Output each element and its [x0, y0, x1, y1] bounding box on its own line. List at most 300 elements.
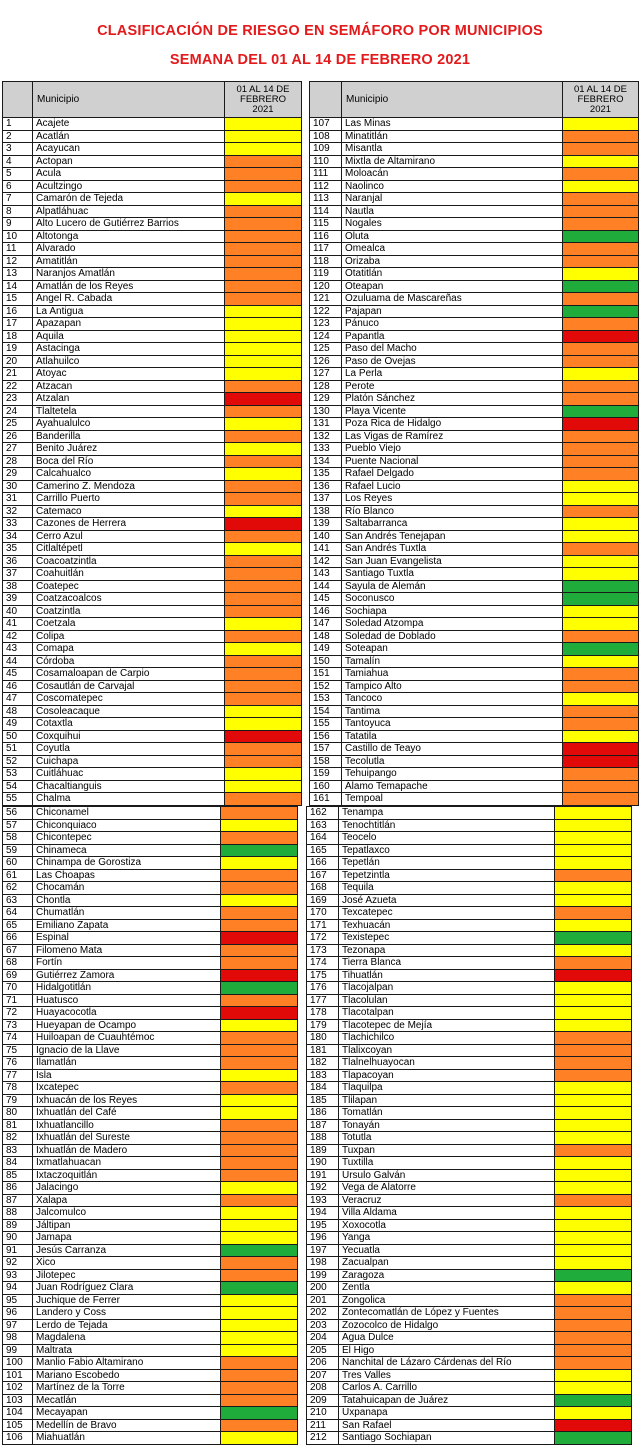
municipio-name: Chiconamel	[33, 807, 221, 820]
row-number: 47	[3, 693, 33, 706]
row-number: 85	[3, 1169, 33, 1182]
risk-level-cell	[225, 405, 302, 418]
risk-level-cell	[225, 430, 302, 443]
municipio-name: Chacaltianguis	[33, 780, 225, 793]
risk-level-cell	[555, 932, 632, 945]
municipio-name: Isla	[33, 1069, 221, 1082]
municipio-name: Cerro Azul	[33, 530, 225, 543]
row-number: 201	[307, 1294, 339, 1307]
table-row	[3, 505, 302, 518]
table-row	[3, 1169, 298, 1182]
row-number: 185	[307, 1094, 339, 1107]
risk-level-cell	[563, 343, 639, 356]
table-row	[3, 1132, 298, 1145]
municipio-name: Castillo de Teayo	[342, 743, 563, 756]
municipio-name: Tlaquilpa	[339, 1082, 555, 1095]
row-number: 94	[3, 1282, 33, 1295]
municipio-name: Ozuluama de Mascareñas	[342, 293, 563, 306]
risk-level-cell	[563, 705, 639, 718]
table-row	[3, 293, 302, 306]
municipio-name: Omealca	[342, 243, 563, 256]
risk-level-cell	[563, 143, 639, 156]
municipio-name: Otatitlán	[342, 268, 563, 281]
row-number: 187	[307, 1119, 339, 1132]
municipio-name: Las Minas	[342, 118, 563, 131]
row-number: 93	[3, 1269, 33, 1282]
table-row	[3, 193, 302, 206]
row-number: 49	[3, 718, 33, 731]
risk-level-cell	[225, 205, 302, 218]
municipio-name: Tlalnelhuayocan	[339, 1057, 555, 1070]
municipio-name: Tatahuicapan de Juárez	[339, 1394, 555, 1407]
risk-level-cell	[555, 1007, 632, 1020]
table-row	[3, 1082, 298, 1095]
table-row	[307, 1194, 632, 1207]
municipio-name: Tancoco	[342, 693, 563, 706]
row-number: 186	[307, 1107, 339, 1120]
row-number: 206	[307, 1357, 339, 1370]
municipio-name: Santiago Sochiapan	[339, 1432, 555, 1445]
risk-level-cell	[555, 1294, 632, 1307]
municipio-name: La Antigua	[33, 305, 225, 318]
municipio-name: Coatzintla	[33, 605, 225, 618]
table-row	[307, 807, 632, 820]
row-number: 88	[3, 1207, 33, 1220]
risk-level-cell	[563, 593, 639, 606]
municipio-name: Cazones de Herrera	[33, 518, 225, 531]
risk-level-cell	[221, 1082, 298, 1095]
row-number: 179	[307, 1019, 339, 1032]
table-row	[3, 932, 298, 945]
table-row	[310, 580, 639, 593]
row-number: 99	[3, 1344, 33, 1357]
risk-level-cell	[221, 1207, 298, 1220]
municipio-name: Jesús Carranza	[33, 1244, 221, 1257]
table-row	[310, 418, 639, 431]
risk-level-cell	[555, 1032, 632, 1045]
row-number: 7	[3, 193, 33, 206]
risk-level-cell	[225, 643, 302, 656]
table-row	[3, 693, 302, 706]
row-number: 141	[310, 543, 342, 556]
header-date-line-2: FEBRERO	[577, 93, 624, 105]
table-row	[3, 969, 298, 982]
table-row	[3, 1144, 298, 1157]
municipio-name: Sochiapa	[342, 605, 563, 618]
risk-level-cell	[225, 668, 302, 681]
row-number: 155	[310, 718, 342, 731]
municipio-name: Acula	[33, 168, 225, 181]
municipio-name: Moloacán	[342, 168, 563, 181]
table-row	[3, 593, 302, 606]
row-number: 202	[307, 1307, 339, 1320]
table-row	[307, 1269, 632, 1282]
risk-level-cell	[221, 1369, 298, 1382]
row-number: 66	[3, 932, 33, 945]
risk-level-cell	[563, 768, 639, 781]
risk-level-cell	[221, 807, 298, 820]
table-row	[310, 518, 639, 531]
table-row	[310, 118, 639, 131]
risk-level-cell	[225, 605, 302, 618]
risk-level-cell	[563, 480, 639, 493]
municipio-name: Tamalín	[342, 655, 563, 668]
row-number: 3	[3, 143, 33, 156]
header-date-line-1: 01 AL 14 DE	[574, 83, 627, 95]
risk-level-cell	[555, 1369, 632, 1382]
municipio-name: Zentla	[339, 1282, 555, 1295]
table-row	[3, 155, 302, 168]
row-number: 81	[3, 1119, 33, 1132]
table-header-row	[3, 82, 302, 118]
row-number: 198	[307, 1257, 339, 1270]
municipio-name: Ixcatepec	[33, 1082, 221, 1095]
risk-level-cell	[563, 443, 639, 456]
table-row	[310, 205, 639, 218]
row-number: 119	[310, 268, 342, 281]
row-number: 24	[3, 405, 33, 418]
table-row	[3, 343, 302, 356]
row-number: 181	[307, 1044, 339, 1057]
risk-level-cell	[555, 1094, 632, 1107]
row-number: 38	[3, 580, 33, 593]
row-number: 61	[3, 869, 33, 882]
row-number: 115	[310, 218, 342, 231]
municipio-name: Lerdo de Tejada	[33, 1319, 221, 1332]
table-row	[3, 807, 298, 820]
municipio-name: Banderilla	[33, 430, 225, 443]
risk-level-cell	[225, 780, 302, 793]
row-number: 96	[3, 1307, 33, 1320]
risk-level-cell	[563, 455, 639, 468]
row-number: 199	[307, 1269, 339, 1282]
municipio-name: Hueyapan de Ocampo	[33, 1019, 221, 1032]
municipio-name: Juan Rodríguez Clara	[33, 1282, 221, 1295]
table-row	[307, 1169, 632, 1182]
risk-level-cell	[225, 255, 302, 268]
risk-level-cell	[555, 807, 632, 820]
municipio-name: Oteapan	[342, 280, 563, 293]
municipio-name: Los Reyes	[342, 493, 563, 506]
row-number: 63	[3, 894, 33, 907]
table-row	[3, 668, 302, 681]
risk-level-cell	[555, 882, 632, 895]
municipio-name: Zacualpan	[339, 1257, 555, 1270]
table-row	[310, 493, 639, 506]
table-row	[3, 1319, 298, 1332]
row-number: 11	[3, 243, 33, 256]
table-row	[310, 755, 639, 768]
header-date-range	[563, 82, 639, 118]
table-row	[310, 730, 639, 743]
table-row	[3, 1019, 298, 1032]
table-row	[307, 819, 632, 832]
row-number: 209	[307, 1394, 339, 1407]
row-number: 54	[3, 780, 33, 793]
municipio-name: Aquila	[33, 330, 225, 343]
municipio-name: Tatatila	[342, 730, 563, 743]
municipio-name: Jilotepec	[33, 1269, 221, 1282]
risk-level-cell	[225, 443, 302, 456]
risk-level-cell	[225, 293, 302, 306]
municipio-name: Álamo Temapache	[342, 780, 563, 793]
municipio-name: Ixhuacán de los Reyes	[33, 1094, 221, 1107]
table-row	[310, 455, 639, 468]
table-row	[310, 430, 639, 443]
risk-level-cell	[563, 405, 639, 418]
row-number: 118	[310, 255, 342, 268]
row-number: 136	[310, 480, 342, 493]
row-number: 160	[310, 780, 342, 793]
municipio-name: Tenochtitlán	[339, 819, 555, 832]
row-number: 72	[3, 1007, 33, 1020]
row-number: 110	[310, 155, 342, 168]
header-date-range	[225, 82, 302, 118]
row-number: 39	[3, 593, 33, 606]
table-row	[307, 932, 632, 945]
risk-level-cell	[555, 1132, 632, 1145]
table-row	[310, 380, 639, 393]
row-number: 6	[3, 180, 33, 193]
municipio-name: San Andrés Tenejapan	[342, 530, 563, 543]
table-row	[3, 832, 298, 845]
table-row	[310, 605, 639, 618]
risk-level-cell	[563, 530, 639, 543]
row-number: 86	[3, 1182, 33, 1195]
row-number: 196	[307, 1232, 339, 1245]
municipio-name: Nogales	[342, 218, 563, 231]
row-number: 167	[307, 869, 339, 882]
risk-level-cell	[225, 455, 302, 468]
risk-level-cell	[225, 130, 302, 143]
row-number: 184	[307, 1082, 339, 1095]
table-row	[307, 994, 632, 1007]
risk-level-cell	[555, 1244, 632, 1257]
risk-level-cell	[221, 1132, 298, 1145]
row-number: 107	[310, 118, 342, 131]
row-number: 161	[310, 793, 342, 806]
row-number: 152	[310, 680, 342, 693]
row-number: 9	[3, 218, 33, 231]
risk-level-cell	[221, 819, 298, 832]
municipio-name: Santiago Tuxtla	[342, 568, 563, 581]
row-number: 36	[3, 555, 33, 568]
risk-level-cell	[555, 1257, 632, 1270]
row-number: 59	[3, 844, 33, 857]
risk-level-cell	[225, 793, 302, 806]
municipio-name: Tantoyuca	[342, 718, 563, 731]
table-row	[3, 1194, 298, 1207]
risk-level-cell	[555, 1219, 632, 1232]
municipio-name: Perote	[342, 380, 563, 393]
risk-level-cell	[555, 1319, 632, 1332]
row-number: 101	[3, 1369, 33, 1382]
table-row	[3, 218, 302, 231]
row-number: 166	[307, 857, 339, 870]
row-number: 2	[3, 130, 33, 143]
table-row	[310, 468, 639, 481]
table-row	[307, 1232, 632, 1245]
row-number: 113	[310, 193, 342, 206]
municipio-name: Uxpanapa	[339, 1407, 555, 1420]
municipio-name: Teocelo	[339, 832, 555, 845]
municipio-name: Chinampa de Gorostiza	[33, 857, 221, 870]
municipio-name: Tlaltetela	[33, 405, 225, 418]
risk-level-cell	[563, 193, 639, 206]
table-row	[3, 468, 302, 481]
table-row	[3, 305, 302, 318]
row-number: 171	[307, 919, 339, 932]
table-body	[310, 118, 639, 806]
risk-level-cell	[563, 155, 639, 168]
row-number: 53	[3, 768, 33, 781]
row-number: 23	[3, 393, 33, 406]
table-row	[3, 1369, 298, 1382]
table-row	[3, 393, 302, 406]
row-number: 102	[3, 1382, 33, 1395]
risk-level-cell	[221, 1194, 298, 1207]
table-row	[3, 1232, 298, 1245]
table-row	[307, 1419, 632, 1432]
row-number: 16	[3, 305, 33, 318]
municipio-name: Ursulo Galván	[339, 1169, 555, 1182]
row-number: 117	[310, 243, 342, 256]
municipio-name: Mecayapan	[33, 1407, 221, 1420]
municipio-name: Tenampa	[339, 807, 555, 820]
municipio-name: Benito Juárez	[33, 443, 225, 456]
table-row	[3, 1294, 298, 1307]
table-row	[307, 957, 632, 970]
row-number: 91	[3, 1244, 33, 1257]
row-number: 97	[3, 1319, 33, 1332]
risk-level-cell	[555, 907, 632, 920]
row-number: 177	[307, 994, 339, 1007]
risk-level-cell	[221, 857, 298, 870]
row-number: 108	[310, 130, 342, 143]
municipio-name: Tehuipango	[342, 768, 563, 781]
table-row	[310, 680, 639, 693]
risk-level-cell	[221, 1044, 298, 1057]
row-number: 12	[3, 255, 33, 268]
row-number: 169	[307, 894, 339, 907]
row-number: 50	[3, 730, 33, 743]
risk-level-cell	[225, 680, 302, 693]
municipio-name: Atlahuilco	[33, 355, 225, 368]
table-row	[307, 1107, 632, 1120]
risk-level-cell	[221, 1094, 298, 1107]
municipio-name: Coyutla	[33, 743, 225, 756]
risk-level-cell	[225, 243, 302, 256]
row-number: 74	[3, 1032, 33, 1045]
table-row	[307, 1182, 632, 1195]
risk-level-cell	[563, 305, 639, 318]
table-row	[307, 982, 632, 995]
row-number: 55	[3, 793, 33, 806]
risk-level-cell	[555, 1144, 632, 1157]
row-number: 170	[307, 907, 339, 920]
table-row	[307, 1432, 632, 1445]
table-row	[3, 1407, 298, 1420]
table-row	[3, 882, 298, 895]
table-row	[310, 243, 639, 256]
municipio-name: Zaragoza	[339, 1269, 555, 1282]
table-row	[3, 618, 302, 631]
table-row	[307, 1044, 632, 1057]
risk-level-cell	[563, 355, 639, 368]
risk-level-cell	[221, 1282, 298, 1295]
table-row	[3, 1382, 298, 1395]
municipio-name: Orizaba	[342, 255, 563, 268]
table-row	[310, 668, 639, 681]
risk-table-bottom-right	[306, 806, 632, 1445]
table-row	[310, 168, 639, 181]
risk-level-cell	[563, 330, 639, 343]
table-row	[3, 1044, 298, 1057]
risk-level-cell	[563, 180, 639, 193]
risk-level-cell	[221, 1344, 298, 1357]
table-row	[3, 330, 302, 343]
row-number: 82	[3, 1132, 33, 1145]
table-row	[310, 705, 639, 718]
row-number: 122	[310, 305, 342, 318]
municipio-name: Jalacingo	[33, 1182, 221, 1195]
row-number: 154	[310, 705, 342, 718]
risk-level-cell	[563, 580, 639, 593]
row-number: 207	[307, 1369, 339, 1382]
municipio-name: Río Blanco	[342, 505, 563, 518]
row-number: 1	[3, 118, 33, 131]
table-row	[3, 643, 302, 656]
row-number: 77	[3, 1069, 33, 1082]
header-date-line-1: 01 AL 14 DE	[236, 83, 290, 95]
risk-level-cell	[563, 168, 639, 181]
table-row	[307, 857, 632, 870]
risk-level-cell	[225, 705, 302, 718]
municipio-name: Chalma	[33, 793, 225, 806]
municipio-name: Cuichapa	[33, 755, 225, 768]
table-row	[3, 543, 302, 556]
risk-level-cell	[221, 1244, 298, 1257]
row-number: 43	[3, 643, 33, 656]
row-number: 13	[3, 268, 33, 281]
table-row	[310, 143, 639, 156]
row-number: 105	[3, 1419, 33, 1432]
row-number: 44	[3, 655, 33, 668]
table-row	[3, 1057, 298, 1070]
risk-level-cell	[555, 944, 632, 957]
row-number: 156	[310, 730, 342, 743]
municipio-name: Tomatlán	[339, 1107, 555, 1120]
risk-level-cell	[555, 1332, 632, 1345]
row-number: 46	[3, 680, 33, 693]
table-row	[3, 118, 302, 131]
table-row	[307, 1244, 632, 1257]
municipio-name: Cosamaloapan de Carpio	[33, 668, 225, 681]
row-number: 127	[310, 368, 342, 381]
row-number: 15	[3, 293, 33, 306]
table-row	[310, 255, 639, 268]
row-number: 79	[3, 1094, 33, 1107]
municipio-name: Landero y Coss	[33, 1307, 221, 1320]
municipio-name: Tierra Blanca	[339, 957, 555, 970]
table-row	[3, 1394, 298, 1407]
municipio-name: Ixtaczoquitlán	[33, 1169, 221, 1182]
row-number: 78	[3, 1082, 33, 1095]
risk-level-cell	[563, 130, 639, 143]
risk-level-cell	[221, 894, 298, 907]
risk-level-cell	[563, 243, 639, 256]
municipio-name: Juchique de Ferrer	[33, 1294, 221, 1307]
